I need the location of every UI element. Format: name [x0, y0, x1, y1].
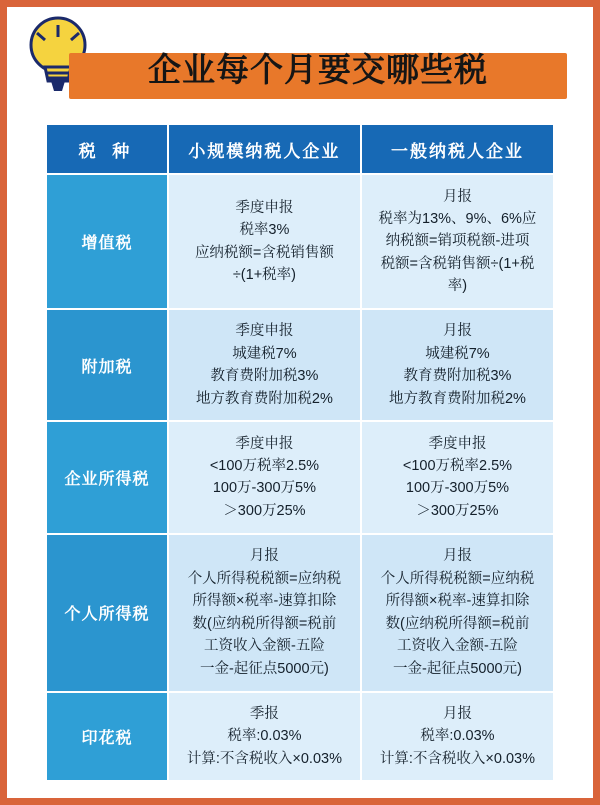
cell-line: 计算:不含税收入×0.03%	[186, 750, 342, 767]
cell-line: 数(应纳税所得额=税前	[192, 615, 337, 632]
cell-line: 所得额×税率-速算扣除	[385, 593, 530, 610]
cell-line: 税率:0.03%	[420, 728, 495, 745]
row-category: 附加税	[46, 309, 168, 421]
tax-table	[45, 123, 555, 782]
cell-line: 季报	[249, 705, 279, 722]
cell-line: 教育费附加税3%	[210, 368, 319, 385]
cell-line: 季度申报	[235, 323, 294, 340]
cell-line: 100万-300万5%	[212, 480, 316, 497]
cell-line: 工资收入金额-五险	[204, 638, 325, 655]
page-title: 企业每个月要交哪些税	[148, 51, 488, 88]
cell-line: ＞300万25%	[416, 502, 499, 519]
cell-line: 教育费附加税3%	[403, 368, 512, 385]
row-category: 增值税	[46, 174, 168, 309]
cell-line: 季度申报	[235, 199, 294, 216]
row-small-scale	[168, 309, 361, 421]
cell-line: 月报	[249, 548, 279, 565]
cell-line: 一金-起征点5000元)	[393, 660, 522, 677]
cell-line: 所得额×税率-速算扣除	[192, 593, 337, 610]
table-header-row	[46, 124, 554, 174]
tax-table-wrapper	[45, 123, 555, 782]
row-general	[361, 174, 554, 309]
cell-line: ÷(1+税率)	[232, 267, 296, 284]
cell-line: 季度申报	[235, 435, 294, 452]
table-body	[46, 174, 554, 781]
cell-line: 季度申报	[428, 435, 487, 452]
table-row	[46, 309, 554, 421]
cell-line: 数(应纳税所得额=税前	[385, 615, 530, 632]
row-general	[361, 534, 554, 693]
row-small-scale	[168, 421, 361, 533]
table-row	[46, 534, 554, 693]
cell-line: 月报	[442, 323, 472, 340]
cell-line: 税率:0.03%	[227, 728, 302, 745]
row-category: 企业所得税	[46, 421, 168, 533]
cell-line: 工资收入金额-五险	[397, 638, 518, 655]
row-category: 个人所得税	[46, 534, 168, 693]
row-small-scale	[168, 692, 361, 781]
table-row	[46, 421, 554, 533]
poster-inner	[7, 7, 593, 798]
cell-line: 100万-300万5%	[405, 480, 510, 497]
row-general	[361, 692, 554, 781]
cell-line: 个人所得税税额=应纳税	[380, 570, 535, 587]
cell-line: 个人所得税税额=应纳税	[187, 570, 342, 587]
row-small-scale	[168, 174, 361, 309]
cell-line: 一金-起征点5000元)	[199, 660, 329, 677]
cell-line: 月报	[442, 188, 472, 205]
cell-line: 税率3%	[239, 222, 290, 239]
header-small-scale: 小规模纳税人企业	[168, 124, 361, 174]
header-category: 税 种	[46, 124, 168, 174]
cell-line: 税率为13%、9%、6%应	[378, 210, 537, 227]
cell-line: 纳税额=销项税额-进项	[385, 233, 530, 250]
poster-header	[7, 7, 593, 115]
cell-line: 地方教育费附加税2%	[388, 390, 526, 407]
row-category: 印花税	[46, 692, 168, 781]
table-header	[46, 124, 554, 174]
cell-line: 月报	[442, 548, 472, 565]
cell-line: 城建税7%	[425, 345, 490, 362]
row-general	[361, 309, 554, 421]
cell-line: 地方教育费附加税2%	[195, 390, 333, 407]
header-general: 一般纳税人企业	[361, 124, 554, 174]
cell-line: <100万税率2.5%	[209, 458, 320, 475]
cell-line: ＞300万25%	[223, 502, 306, 519]
cell-line: 税额=含税销售额÷(1+税	[380, 255, 535, 272]
table-row	[46, 174, 554, 309]
cell-line: 月报	[442, 705, 472, 722]
cell-line: 计算:不含税收入×0.03%	[379, 750, 536, 767]
table-row	[46, 692, 554, 781]
row-general	[361, 421, 554, 533]
row-small-scale	[168, 534, 361, 693]
cell-line: <100万税率2.5%	[402, 458, 513, 475]
cell-line: 率)	[447, 278, 468, 295]
cell-line: 城建税7%	[232, 345, 297, 362]
cell-line: 应纳税额=含税销售额	[194, 244, 334, 261]
